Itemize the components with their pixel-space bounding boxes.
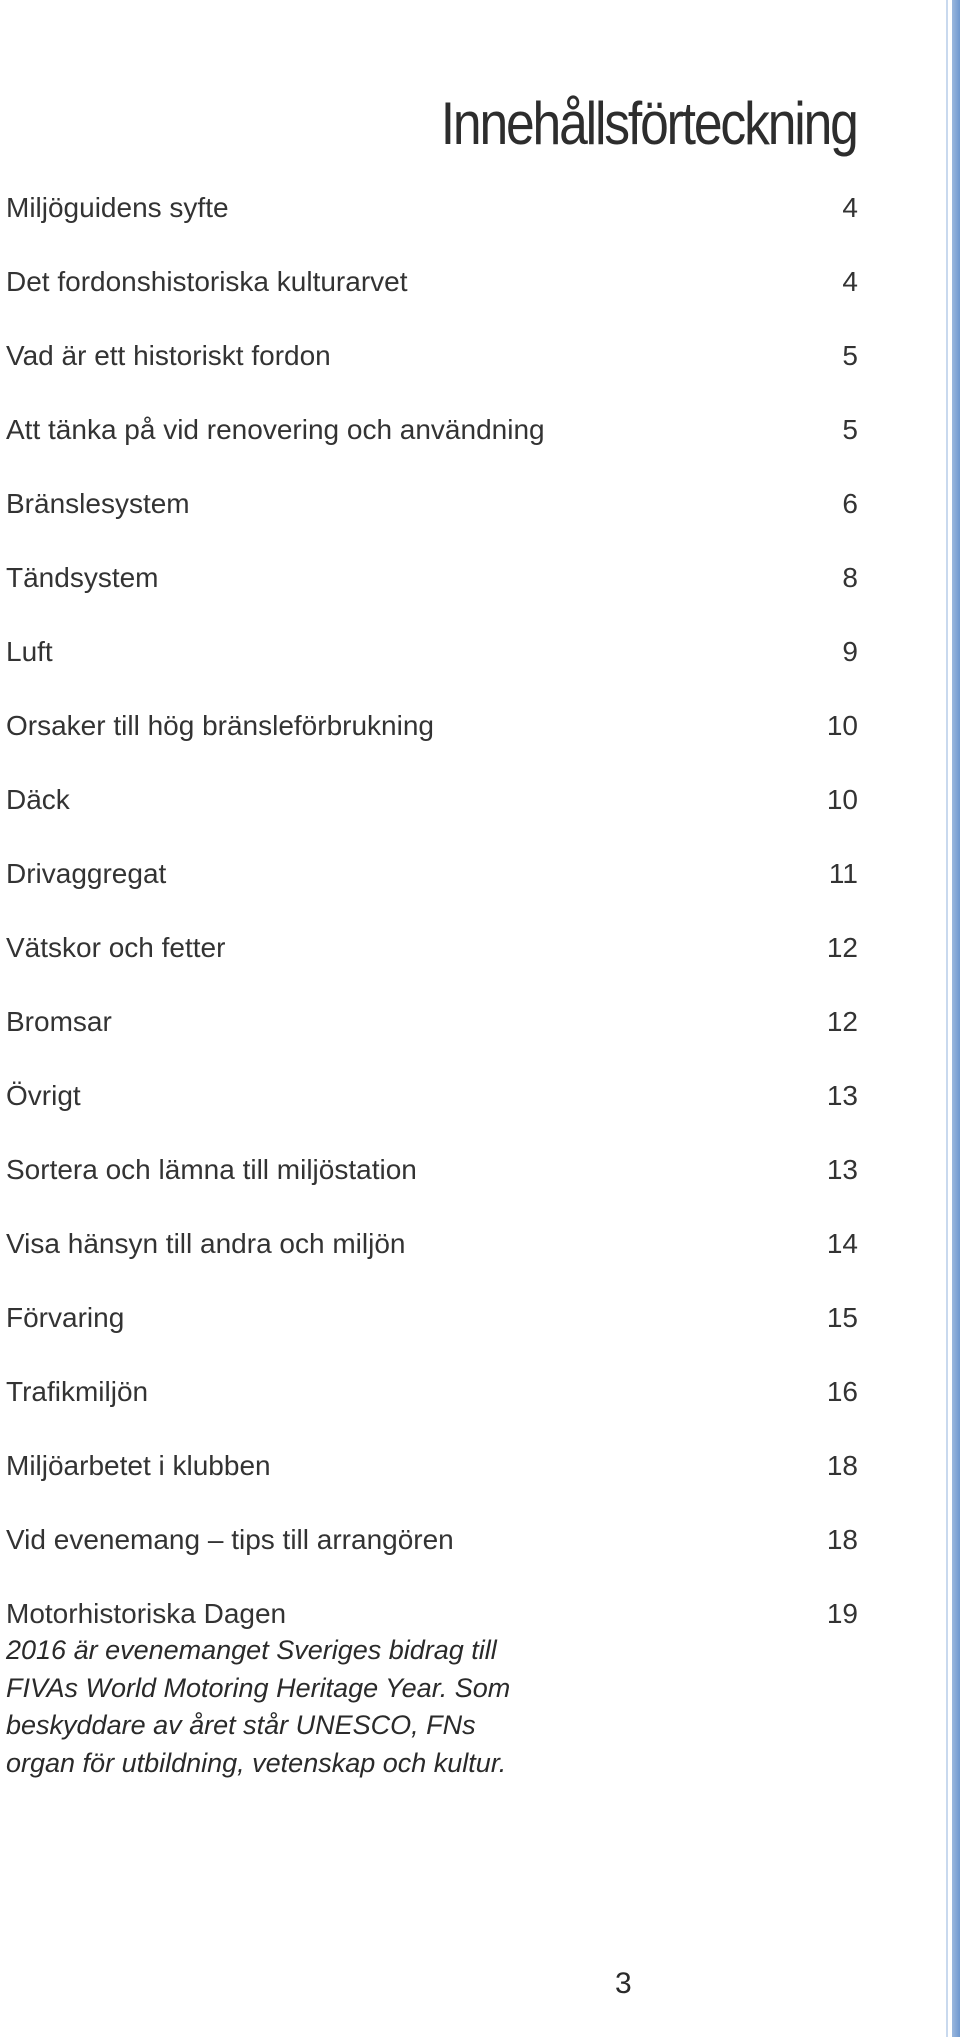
toc-entry-page: 14 — [826, 1228, 858, 1259]
toc-entry — [6, 338, 858, 412]
toc-entry-page: 12 — [826, 1006, 858, 1037]
toc-entry-page: 13 — [826, 1080, 858, 1111]
toc-entry-page: 13 — [826, 1154, 858, 1185]
toc-entry — [6, 412, 858, 486]
toc-entry-label: Tändsystem — [6, 562, 159, 593]
page-number: 3 — [615, 1967, 632, 2000]
page-title: Innehållsförteckning — [441, 90, 857, 157]
toc-entry-label: Det fordonshistoriska kulturarvet — [6, 266, 408, 297]
toc-entry — [6, 708, 858, 782]
toc-entry-page: 4 — [842, 192, 858, 223]
toc-entry-page: 9 — [842, 636, 858, 667]
toc-entry-label: Att tänka på vid renovering och användning — [6, 414, 545, 445]
toc-entry-label: Visa hänsyn till andra och miljön — [6, 1228, 406, 1259]
toc-entry — [6, 782, 858, 856]
toc-entry-page: 11 — [828, 858, 858, 889]
toc-entry — [6, 486, 858, 560]
toc-entry — [6, 1078, 858, 1152]
toc-entry-label: Miljöarbetet i klubben — [6, 1450, 271, 1481]
toc-entry-page: 6 — [842, 488, 858, 519]
toc-entry-page: 8 — [842, 562, 858, 593]
toc-entry — [6, 1522, 858, 1596]
toc-entry-page: 16 — [826, 1376, 858, 1407]
toc-entry-page: 5 — [842, 340, 858, 371]
toc-entry-label: Förvaring — [6, 1302, 125, 1333]
toc-note-line: beskyddare av året står UNESCO, FNs — [6, 1710, 476, 1740]
toc-entry-page: 10 — [826, 784, 858, 815]
toc-entry — [6, 1226, 858, 1300]
toc-entry — [6, 1448, 858, 1522]
toc-entry-label: Däck — [6, 784, 70, 815]
toc-entry — [6, 560, 858, 634]
toc-entry — [6, 264, 858, 338]
toc-entry-page: 4 — [842, 266, 858, 297]
toc-entry-label: Drivaggregat — [6, 858, 167, 889]
toc-entry-label: Vid evenemang – tips till arrangören — [6, 1524, 454, 1555]
toc-entry-page: 18 — [826, 1450, 858, 1481]
toc-entry-page: 18 — [826, 1524, 858, 1555]
toc-entry-page: 10 — [826, 710, 858, 741]
toc-entry-page: 19 — [826, 1598, 858, 1629]
toc-entry-page: 5 — [842, 414, 858, 445]
toc-entry — [6, 634, 858, 708]
toc-entry-note — [6, 1632, 606, 1782]
toc-entry-page: 12 — [826, 932, 858, 963]
toc-entry — [6, 856, 858, 930]
toc-entry-label: Bromsar — [6, 1006, 112, 1037]
page-edge-stripe — [946, 0, 960, 2037]
toc-note-line: 2016 är evenemanget Sveriges bidrag till — [6, 1635, 497, 1665]
toc-entry-label: Orsaker till hög bränsleförbrukning — [6, 710, 434, 741]
toc-entry-page: 15 — [826, 1302, 858, 1333]
toc-entry-label: Vad är ett historiskt fordon — [6, 340, 331, 371]
toc-entry — [6, 1300, 858, 1374]
toc-note-line: organ för utbildning, vetenskap och kultur. — [6, 1747, 507, 1778]
toc-entry-label: Miljöguidens syfte — [6, 192, 229, 223]
toc-entry — [6, 1374, 858, 1448]
toc-entry-label: Bränslesystem — [6, 488, 190, 519]
toc-entry-label: Motorhistoriska Dagen — [6, 1598, 287, 1629]
table-of-contents — [6, 190, 858, 1778]
toc-entry-label: Trafikmiljön — [6, 1376, 149, 1407]
toc-entry — [6, 1152, 858, 1226]
toc-entry-label: Luft — [6, 636, 53, 667]
toc-note-line: FIVAs World Motoring Heritage Year. Som — [6, 1672, 511, 1703]
toc-entry — [6, 930, 858, 1004]
toc-entry — [6, 190, 858, 264]
toc-entry — [6, 1004, 858, 1078]
toc-entry-label: Vätskor och fetter — [6, 932, 226, 963]
toc-entry-label: Sortera och lämna till miljöstation — [6, 1154, 417, 1185]
toc-entry-label: Övrigt — [6, 1080, 81, 1111]
toc-entry-with-note — [6, 1596, 858, 1778]
